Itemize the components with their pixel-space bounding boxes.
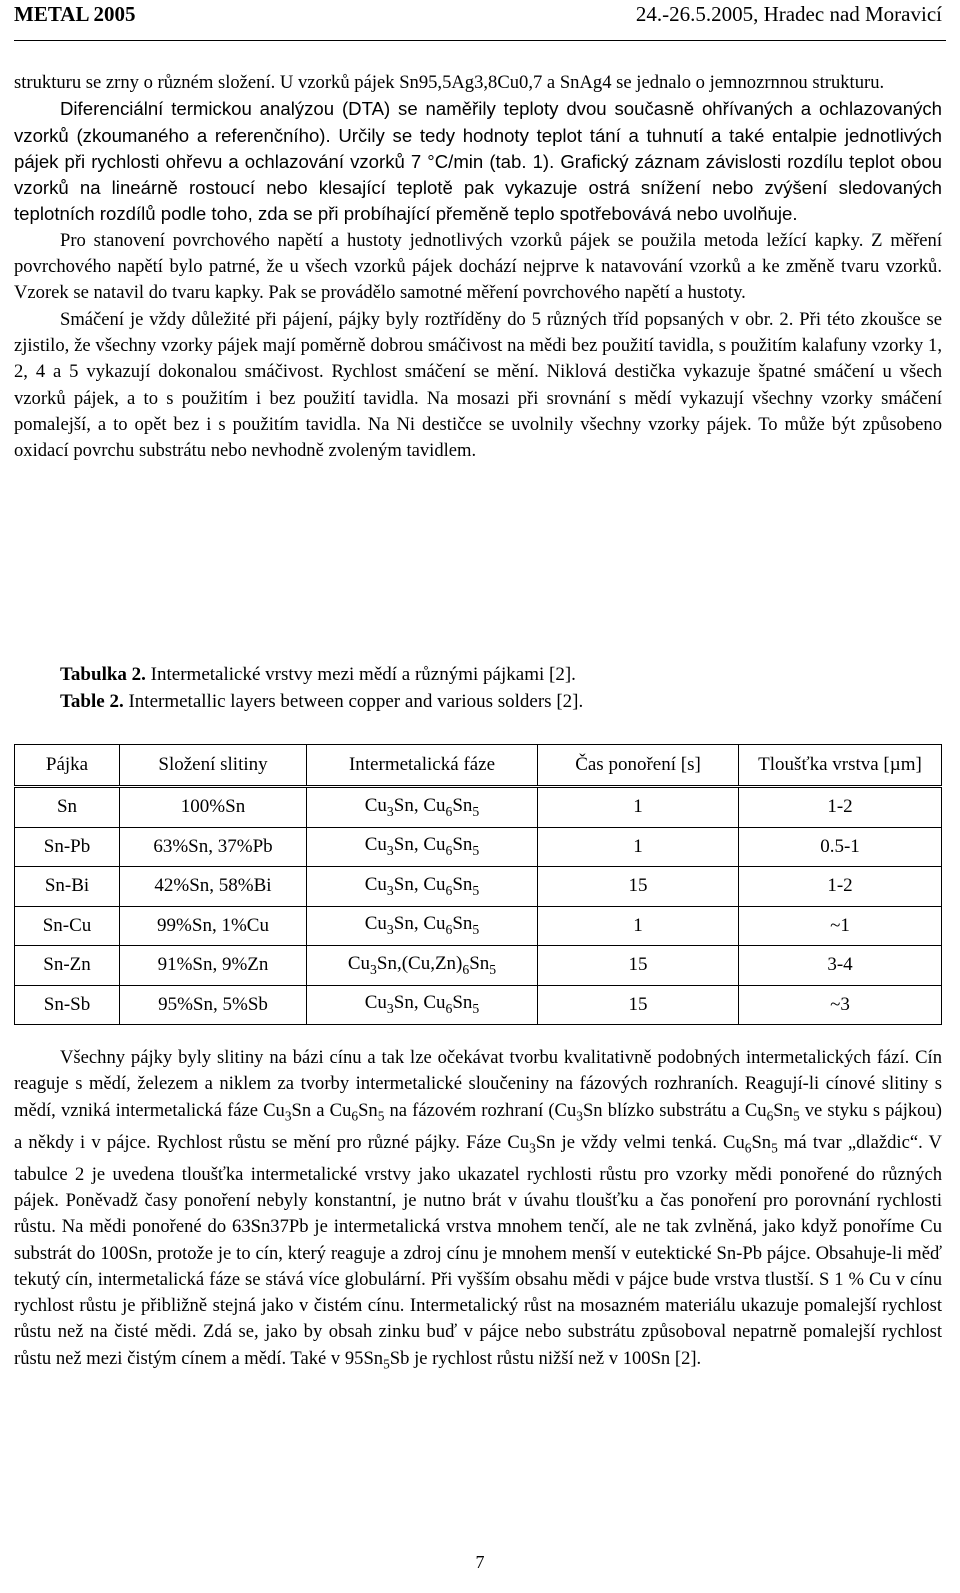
table-row <box>15 827 942 867</box>
conference-name: METAL 2005 <box>14 2 136 26</box>
intermetallic-table <box>14 744 942 1025</box>
paragraph-surface-tension: Pro stanovení povrchového napětí a hustoty jednotlivých vzorků pájek se použila metoda ležící kapky. Z měření povrchového napětí bylo patrné, že u všech vzorků pájek dochází nejprve k natavování vzorků a ke změně tvaru vzorků. Vzorek se natavil do tvaru kapky. Pak se provádělo samotné měření povrchového napětí a hustoty. <box>14 229 942 304</box>
table-cell: 95%Sn, 5%Sb <box>120 985 307 1025</box>
table-cell: 42%Sn, 58%Bi <box>120 867 307 907</box>
caption-label-en: Table 2. <box>60 691 124 712</box>
header-cell: Intermetalická fáze <box>307 745 538 787</box>
table-cell: Sn <box>15 787 120 828</box>
table-cell: ~1 <box>739 906 942 946</box>
table-row <box>15 985 942 1025</box>
table-row <box>15 867 942 907</box>
caption-text-en: Intermetallic layers between copper and various solders [2]. <box>123 691 584 712</box>
table-cell: 3-4 <box>739 946 942 986</box>
table-cell: $Cu_3Sn$, $Cu_6Sn_5$ <box>307 787 538 828</box>
table-cell: 15 <box>538 946 739 986</box>
table-cell: $Cu_3Sn$, $Cu_6Sn_5$ <box>307 985 538 1025</box>
table-cell: Sn-Zn <box>15 946 120 986</box>
table-cell: 15 <box>538 985 739 1025</box>
table-cell: Sn-Sb <box>15 985 120 1025</box>
caption-text-cz: Intermetalické vrstvy mezi mědí a různými pájkami [2]. <box>145 664 576 685</box>
paragraph-dta: Diferenciální termickou analýzou (DTA) se naměřily teploty dvou současně ohřívaných a ochlazovaných vzorků (zkoumaného a referenčního). Určily se tedy hodnoty teplot tání a tuhnutí a také entalpie jednotlivých pájek při rychlosti ohřevu a ochlazování vzorků 7 °C/min (tab. 1). Grafický záznam závislosti rozdílu teplot obou vzorků na lineárně rostoucí nebo klesající teplotě pak vykazuje ostrá snížení nebo zvýšení sledovaných teplotních rozdílů podle toho, zda se při probíhající přeměně teplo spotřebovává nebo uvolňuje. <box>14 98 942 225</box>
table-caption-cz <box>60 662 576 688</box>
table-cell: Sn-Pb <box>15 827 120 867</box>
table-cell: 99%Sn, 1%Cu <box>120 906 307 946</box>
table-cell: 100%Sn <box>120 787 307 828</box>
table-cell: 1 <box>538 787 739 828</box>
table-cell: Sn-Bi <box>15 867 120 907</box>
table-header-row <box>15 745 942 787</box>
table-cell: $Cu_3Sn$, $Cu_6Sn_5$ <box>307 827 538 867</box>
paragraph-structure: strukturu se zrny o různém složení. U vzorků pájek Sn95,5Ag3,8Cu0,7 a SnAg4 se jednalo o jemnozrnnou strukturu. <box>14 72 885 93</box>
body-text-bottom <box>14 1045 942 1378</box>
table-cell: 1 <box>538 827 739 867</box>
table-cell: 15 <box>538 867 739 907</box>
conference-date-place: 24.-26.5.2005, Hradec nad Moravicí <box>635 2 942 26</box>
caption-label-cz: Tabulka 2. <box>60 664 146 685</box>
table-cell: 1-2 <box>739 787 942 828</box>
page-number: 7 <box>475 1552 485 1572</box>
header-cell: Složení slitiny <box>120 745 307 787</box>
header-cell: Čas ponoření [s] <box>538 745 739 787</box>
body-text-top <box>14 70 942 464</box>
header-cell: Pájka <box>15 745 120 787</box>
table-cell: 91%Sn, 9%Zn <box>120 946 307 986</box>
table-cell: $Cu_3Sn$, $Cu_6Sn_5$ <box>307 906 538 946</box>
table-caption-en <box>60 689 583 715</box>
page-header <box>14 0 946 41</box>
table-cell: 63%Sn, 37%Pb <box>120 827 307 867</box>
table-cell: Sn-Cu <box>15 906 120 946</box>
table-row <box>15 787 942 828</box>
table-cell: 1 <box>538 906 739 946</box>
paragraph-wetting: Smáčení je vždy důležité při pájení, pájky byly roztříděny do 5 různých tříd popsaných v obr. 2. Při této zkoušce se zjistilo, že všechny vzorky pájek mají poměrně dobrou smáčivost na mědi bez použití tavidla, s použitím kalafuny vzorky 1, 2, 4 a 5 vykazují dokonalou smáčivost. Rychlost smáčení se mění. Niklová destička vykazuje špatné smáčení u všech vzorků pájek, a to s použitím i bez použití tavidla. Na mosazi při srovnání s mědí vykazují všechny vzorky smáčení pomalejší, a to opět bez i s použitím tavidla. Na Ni destičce se uvolnily všechny vzorky pájek. To může být způsobeno oxidací povrchu substrátu nebo nevhodně zvoleným tavidlem. <box>14 308 942 462</box>
table-cell: 1-2 <box>739 867 942 907</box>
table-body <box>15 787 942 1025</box>
table-cell: 0.5-1 <box>739 827 942 867</box>
table-row <box>15 946 942 986</box>
table-cell: $Cu_3Sn,(Cu,Zn)_6Sn_5$ <box>307 946 538 986</box>
header-cell: Tloušťka vrstva [µm] <box>739 745 942 787</box>
table-row <box>15 906 942 946</box>
paragraph-intermetallic: Všechny pájky byly slitiny na bázi cínu a tak lze očekávat tvorbu kvalitativně podobných intermetalických fází. Cín reaguje s mědí, železem a niklem za tvorby intermetalické sloučeniny na fázových rozhraních. Reagují-li cínové slitiny s mědí, vzniká intermetalická fáze $Cu_3Sn$ a $Cu_6Sn_5$ na fázovém rozhraní ($Cu_3Sn$ blízko substrátu a $Cu_6Sn_5$ ve styku s pájkou) a někdy i v pájce. Rychlost růstu se mění pro různé pájky. Fáze $Cu_3Sn$ je vždy velmi tenká. $Cu_6Sn_5$ má tvar „dlaždic“. V tabulce 2 je uvedena tloušťka intermetalické vrstvy jako ukazatel rychlosti růstu pro vzorky mědi ponořené do různých pájek. Poněvadž časy ponoření nebyly konstantní, je nutno brát v úvahu tloušťku a čas ponoření pro porovnání rychlosti růstu. Na mědi ponořené do 63Sn37Pb je intermetalická vrstva mnohem tenčí, ale ne tak zvlněná, jako když ponoříme Cu substrát do 100Sn, protože je to cín, který reaguje a zdroj cínu je mnohem menší v eutektické Sn-Pb pájce. Obsahuje-li měď tekutý cín, intermetalická fáze se stává více globulární. Při vyšším obsahu mědi v pájce bude vrstva tlustší. S 1 % Cu v cínu rychlost růstu je přibližně stejná jako v čistém cínu. Intermetalický růst na mosazném materiálu ukazuje pomalejší rychlost růstu než na čisté mědi. Zdá se, jako by obsah zinku buď v pájce nebo substrátu způsoboval nepatrně pomalejší rychlost růstu než mezi čistým cínem a mědí. Také v $95Sn_5Sb$ je rychlost růstu nižší než v 100Sn [2]. <box>14 1047 942 1372</box>
table-cell: ~3 <box>739 985 942 1025</box>
table-cell: $Cu_3Sn$, $Cu_6Sn_5$ <box>307 867 538 907</box>
